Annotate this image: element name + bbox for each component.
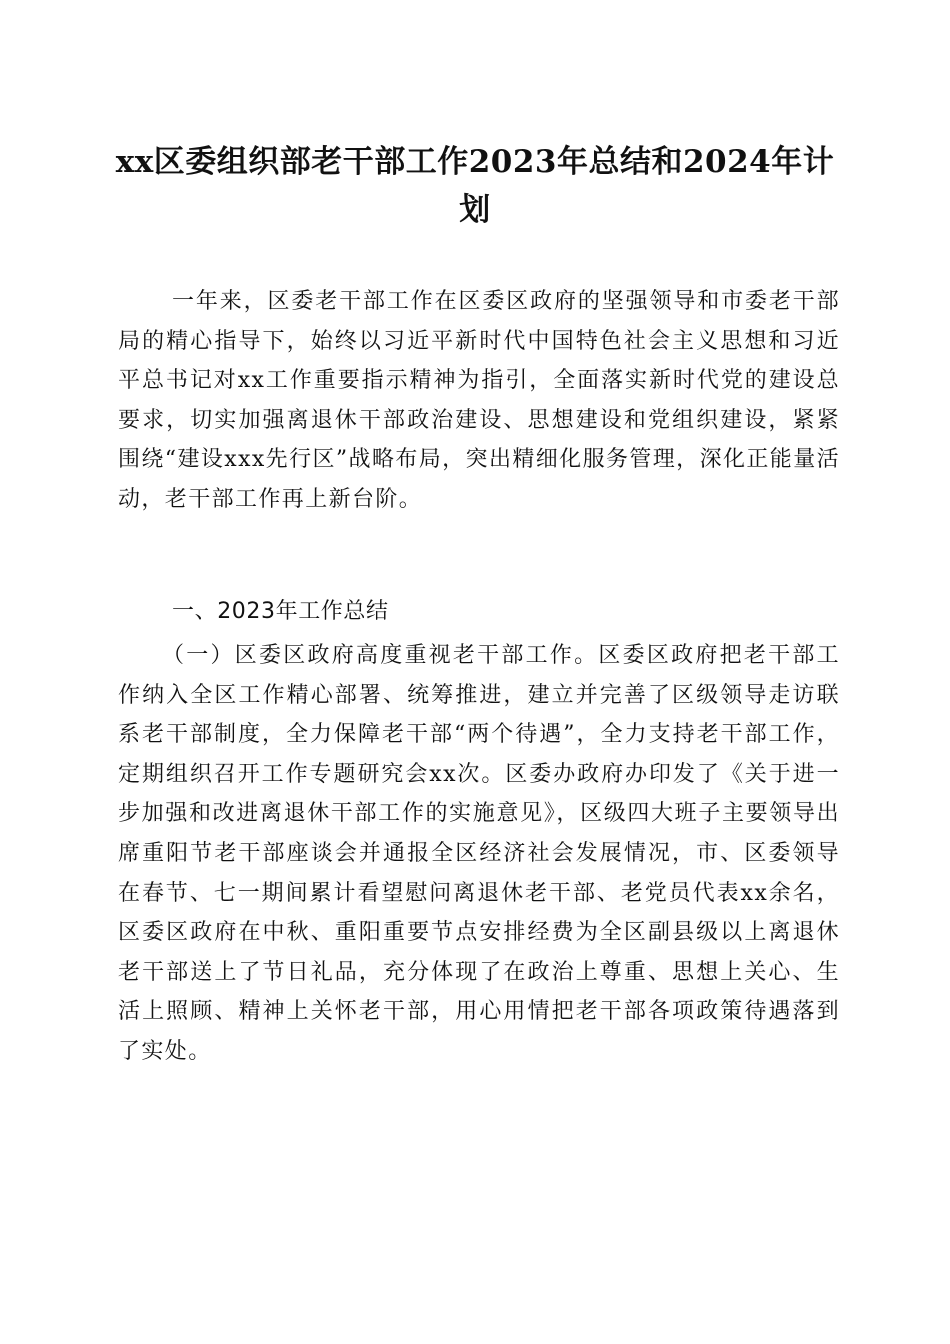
section-heading: 一、2023年工作总结 <box>172 599 389 624</box>
subsection-text: 区委区政府把老干部工作纳入全区工作精心部署、统筹推进，建立并完善了区级领导走访联系老干部制度，全力保障老干部“两个待遇”，全力支持老干部工作，定期组织召开工作专题研究会xx次。区委办政府办印发了《关于进一步加强和改进离退休干部工作的实施意见》，区级四大班子主要领导出席重阳节老干部座谈会并通报全区经济社会发展情况，市、区委领导在春节、七一期间累计看望慰问离退休老干部、老党员代表xx余名，区委区政府在中秋、重阳重要节点安排经费为全区副县级以上离退休老干部送上了节日礼品，充分体现了在政治上尊重、思想上关心、生活上照顾、精神上关怀老干部，用心用情把老干部各项政策待遇落到了实处。 <box>118 643 840 1064</box>
intro-paragraph: 一年来，区委老干部工作在区委区政府的坚强领导和市委老干部局的精心指导下，始终以习近平新时代中国特色社会主义思想和习近平总书记对xx工作重要指示精神为指引，全面落实新时代党的建设总要求，切实加强离退休干部政治建设、思想建设和党组织建设，紧紧围绕“建设xxx先行区”战略布局，突出精细化服务管理，深化正能量活动，老干部工作再上新台阶。 <box>118 289 840 512</box>
section-paragraph <box>118 636 840 1072</box>
document-title: xx区委组织部老干部工作2023年总结和2024年计划 <box>115 144 835 228</box>
subsection-lead: （一）区委区政府高度重视老干部工作。 <box>162 643 599 668</box>
